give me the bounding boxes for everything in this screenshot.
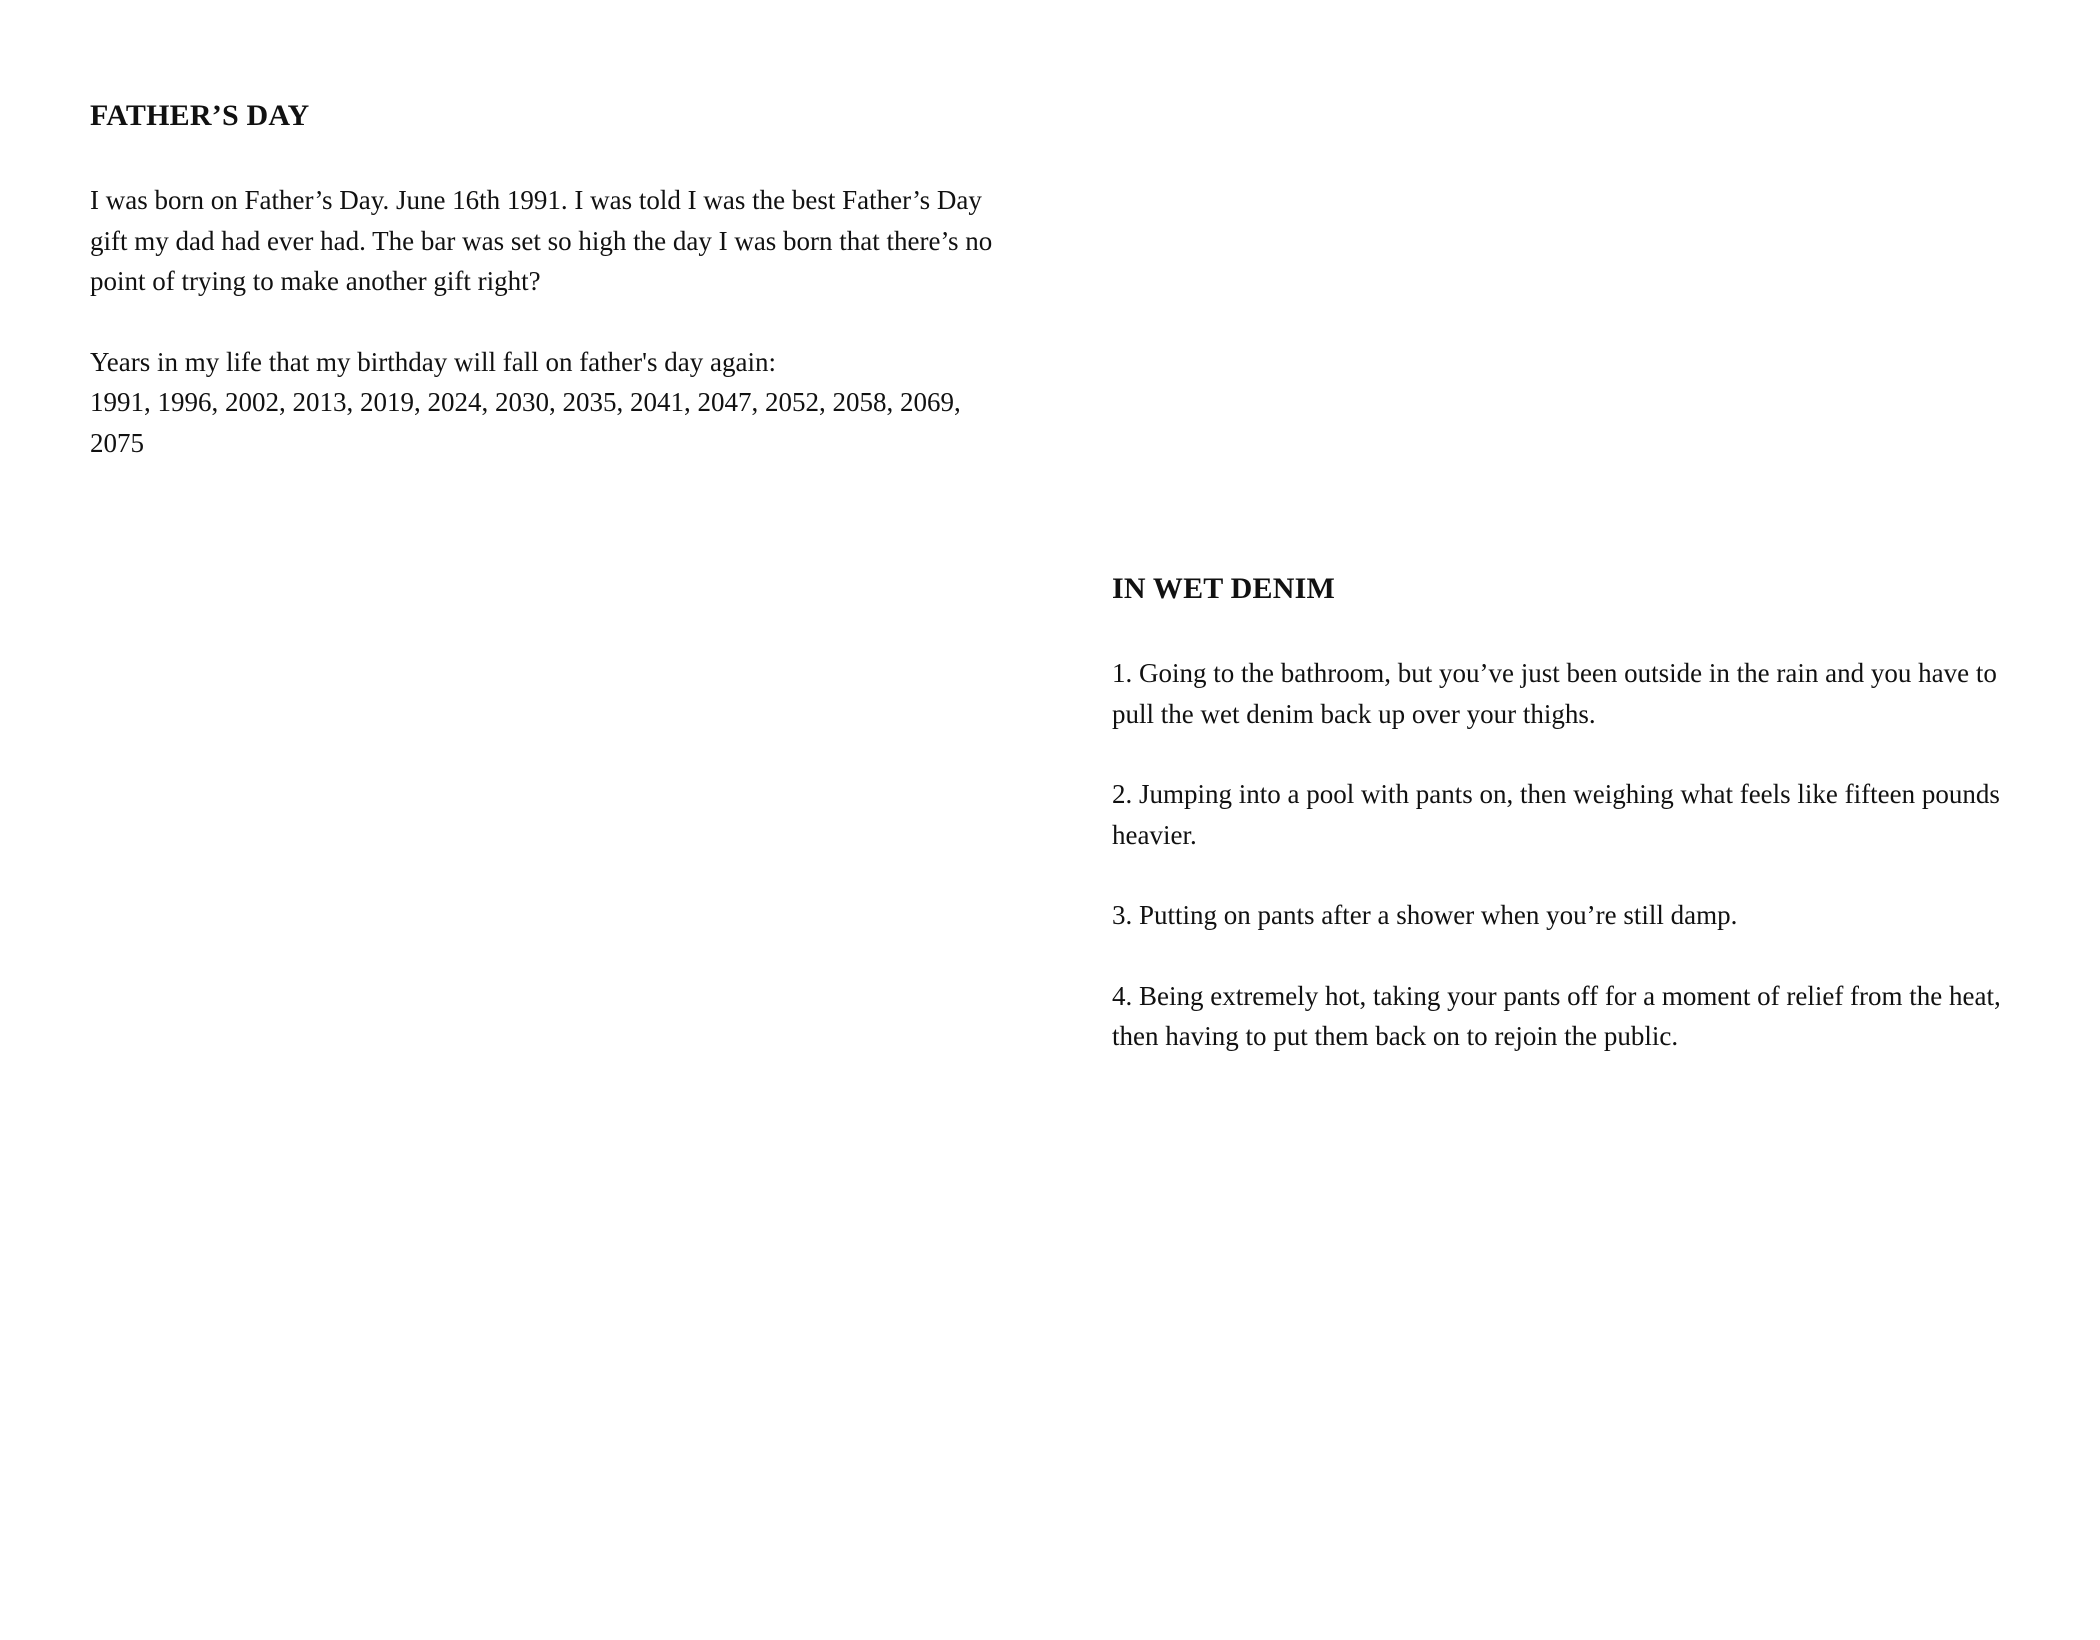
wet-denim-item: 1. Going to the bathroom, but you’ve just been outside in the rain and you have to pull the wet denim back up over your thighs. [1112,658,1997,729]
fathers-day-title: FATHER’S DAY [90,99,310,132]
birthday-years-intro: Years in my life that my birthday will fall on father's day again: [90,346,776,377]
fathers-day-paragraph-2 [90,342,1020,464]
fathers-day-article [90,96,1020,503]
wet-denim-title: IN WET DENIM [1112,572,1336,605]
wet-denim-item: 2. Jumping into a pool with pants on, then weighing what feels like fifteen pounds heavier. [1112,779,2000,850]
birthday-years-list: 1991, 1996, 2002, 2013, 2019, 2024, 2030, 2035, 2041, 2047, 2052, 2058, 2069, 2075 [90,387,961,458]
wet-denim-item: 3. Putting on pants after a shower when you’re still damp. [1112,900,1738,930]
wet-denim-article [1112,569,2042,1097]
wet-denim-item: 4. Being extremely hot, taking your pants off for a moment of relief from the heat, then having to put them back on to rejoin the public. [1112,980,2001,1051]
fathers-day-paragraph-1: I was born on Father’s Day. June 16th 1991. I was told I was the best Father’s Day gift my dad had ever had. The bar was set so high the day I was born that there’s no point of trying to make another gift right? [90,185,993,296]
